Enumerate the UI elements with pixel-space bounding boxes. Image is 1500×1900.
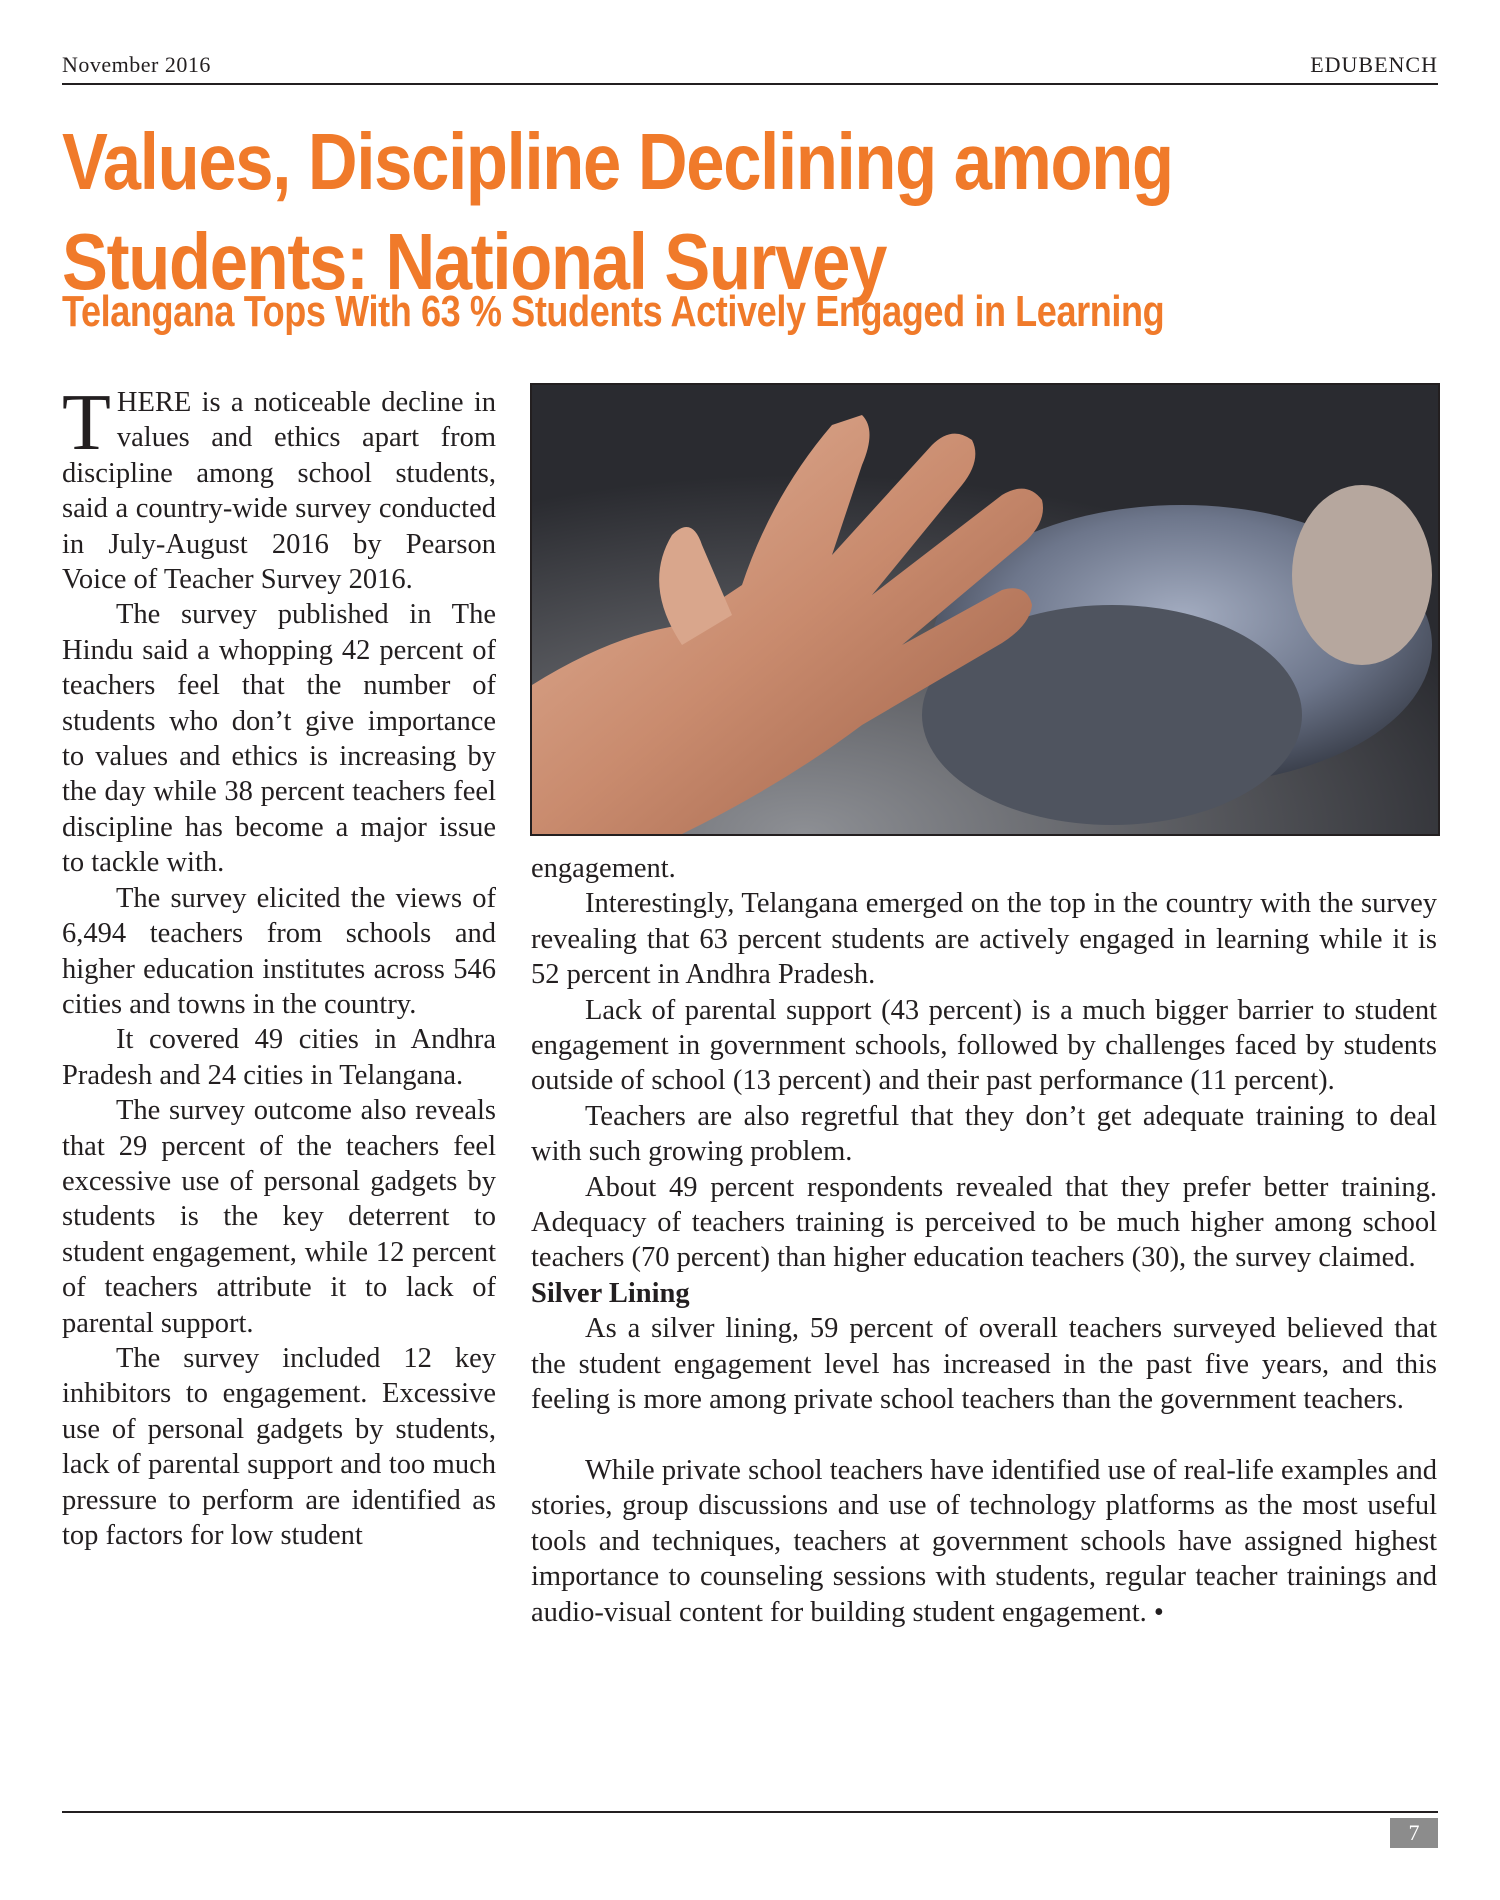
drop-cap: T [62,379,111,467]
section-heading: Silver Lining [531,1277,690,1309]
article-subtitle: Telangana Tops With 63 % Students Actively Engaged in Learning [62,287,1165,336]
publication-name: EDUBENCH [1310,52,1438,77]
footer-rule [62,1811,1438,1813]
paragraph: While private school teachers have identified use of real-life examples and stories, group discussions and use of technology platforms as the most useful tools and techniques, teachers at government schools have assigned highest importance to counseling sessions with students, regular teacher trainings and audio-visual content for building student engagement. • [531,1454,1437,1628]
issue-date: November 2016 [62,52,211,77]
paragraph: Lack of parental support (43 percent) is a much bigger barrier to student engagement in government schools, followed by challenges faced by students outside of school (13 percent) and their past performance (11 percent). [531,994,1437,1097]
paragraph: As a silver lining, 59 percent of overall teachers surveyed believed that the student engagement level has increased in the past five years, and this feeling is more among private school teachers than the government teachers. [531,1313,1437,1416]
paragraph: THERE is a noticeable decline in values and ethics apart from discipline among school students, said a country-wide survey conducted in July-August 2016 by Pearson Voice of Teacher Survey 2016. [62,379,496,596]
article-photo [530,383,1440,836]
paragraph: The survey published in The Hindu said a whopping 42 percent of teachers feel that the number of students who don’t give importance to values and ethics is increasing by the day while 38 percent teachers feel discipline has become a major issue to tackle with. [62,599,496,879]
paragraph: The survey outcome also reveals that 29 percent of the teachers feel excessive use of personal gadgets by students is the key deterrent to student engagement, while 12 percent of teachers attribute it to lack of parental support. [62,1095,496,1339]
paragraph: The survey elicited the views of 6,494 teachers from schools and higher education institutes across 546 cities and towns in the country. [62,882,496,1020]
page-number: 7 [1390,1818,1438,1848]
hand-gesture-image [532,385,1438,834]
paragraph: Interestingly, Telangana emerged on the top in the country with the survey revealing that 63 percent students are actively engaged in learning while it is 52 percent in Andhra Pradesh. [531,888,1437,991]
header-rule [62,83,1438,85]
paragraph: It covered 49 cities in Andhra Pradesh and 24 cities in Telangana. [62,1024,496,1091]
paragraph: engagement. [531,853,676,884]
paragraph-gap [531,1418,1437,1453]
paragraph: Teachers are also regretful that they don’t get adequate training to deal with such growing problem. [531,1100,1437,1168]
paragraph: The survey included 12 key inhibitors to engagement. Excessive use of personal gadgets by students, lack of parental support and too much pressure to perform are identified as top factors for low student [62,1342,496,1551]
left-column [62,379,496,1553]
page-header [62,52,1438,82]
paragraph: About 49 percent respondents revealed that they prefer better training. Adequacy of teachers training is perceived to be much higher among school teachers (70 percent) than higher education teachers (30), the survey claimed. [531,1171,1437,1274]
article-title: Values, Discipline Declining among Students: National Survey [62,117,1173,306]
right-column [531,851,1437,1630]
